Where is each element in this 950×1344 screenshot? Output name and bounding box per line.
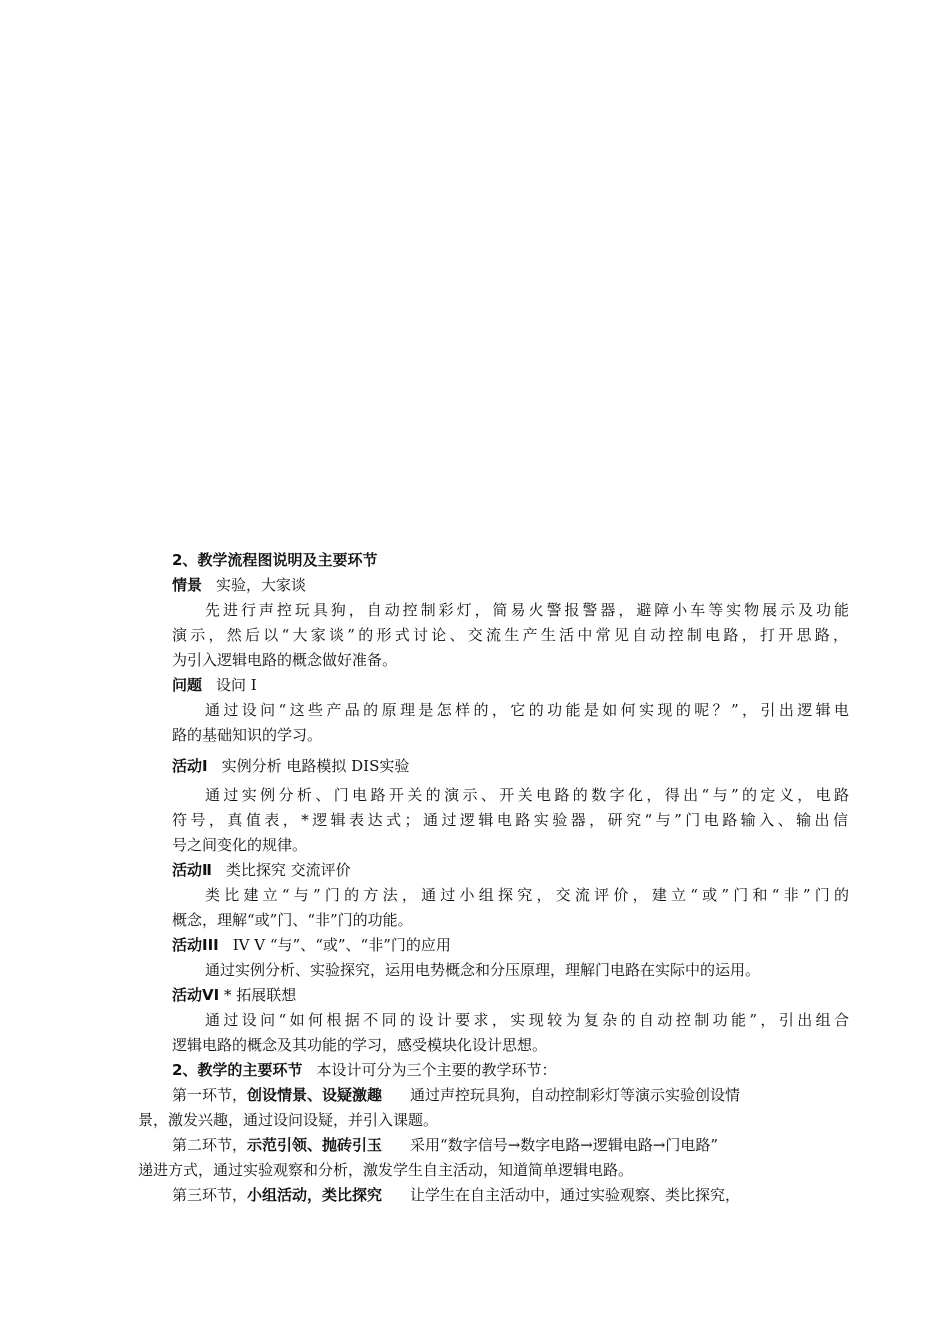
question-title: 设问 I — [216, 676, 257, 694]
activity1-text-1: 通过实例分析、门电路开关的演示、开关电路的数字化，得出“与”的定义，电路 — [205, 786, 849, 804]
step1-title: 创设情景、设疑激趣 — [247, 1086, 383, 1104]
step2-title: 示范引领、抛砖引玉 — [247, 1136, 383, 1154]
question-label: 问题 — [172, 676, 203, 694]
main-steps-intro: 本设计可分为三个主要的教学环节： — [316, 1061, 557, 1079]
activity2-title: 类比探究 交流评价 — [225, 861, 351, 879]
activity2-label: 活动Ⅱ — [172, 861, 212, 879]
scene-text-3: 为引入逻辑电路的概念做好准备。 — [172, 651, 398, 669]
scene-label: 情景 — [172, 576, 203, 594]
step3-prefix: 第三环节， — [172, 1186, 248, 1204]
question-text-1: 通过设问“这些产品的原理是怎样的，它的功能是如何实现的呢？”，引出逻辑电 — [205, 701, 849, 719]
activity1-text-2: 符号，真值表，*逻辑表达式；通过逻辑电路实验器，研究“与”门电路输入、输出信 — [172, 811, 848, 829]
scene-heading — [172, 575, 306, 595]
step3-line — [172, 1185, 740, 1205]
step1-text: 通过声控玩具狗，自动控制彩灯等演示实验创设情 — [410, 1086, 741, 1104]
step1-prefix: 第一环节， — [172, 1086, 248, 1104]
scene-title: 实验，大家谈 — [216, 576, 307, 594]
question-heading — [172, 675, 257, 695]
main-steps-label: 2、教学的主要环节 — [172, 1061, 303, 1079]
step3-title: 小组活动，类比探究 — [247, 1186, 383, 1204]
activity1-heading — [172, 756, 409, 776]
activity3-label: 活动III — [172, 936, 219, 954]
activity2-text-1: 类比建立“与”门的方法，通过小组探究，交流评价，建立“或”门和“非”门的 — [205, 886, 849, 904]
activity1-label: 活动Ⅰ — [172, 757, 208, 775]
activity3-text-1: 通过实例分析、实验探究，运用电势概念和分压原理，理解门电路在实际中的运用。 — [205, 961, 761, 979]
activity6-text-1: 通过设问“如何根据不同的设计要求，实现较为复杂的自动控制功能”，引出组合 — [205, 1011, 849, 1029]
step1-text-cont: 景，激发兴趣，通过设问设疑，并引入课题。 — [138, 1111, 439, 1129]
activity2-heading — [172, 860, 351, 880]
step1-line — [172, 1085, 740, 1105]
step2-prefix: 第二环节， — [172, 1136, 248, 1154]
step2-text-cont: 递进方式，通过实验观察和分析，激发学生自主活动，知道简单逻辑电路。 — [138, 1161, 634, 1179]
activity6-heading — [172, 985, 296, 1005]
section-title: 2、教学流程图说明及主要环节 — [172, 551, 378, 569]
activity3-heading — [172, 935, 451, 955]
activity3-title: IV V “与”、“或”、“非”门的应用 — [232, 936, 451, 954]
step2-text: 采用“数字信号→数字电路→逻辑电路→门电路” — [410, 1136, 719, 1154]
activity1-text-3: 号之间变化的规律。 — [172, 836, 308, 854]
activity6-text-2: 逻辑电路的概念及其功能的学习，感受模块化设计思想。 — [172, 1036, 548, 1054]
activity6-title: * 拓展联想 — [223, 986, 297, 1004]
activity6-label: 活动VI — [172, 986, 220, 1004]
step2-line — [172, 1135, 718, 1155]
scene-text-2: 演示，然后以“大家谈”的形式讨论、交流生产生活中常见自动控制电路，打开思路， — [172, 626, 848, 644]
activity2-text-2: 概念，理解“或”门、“非”门的功能。 — [172, 911, 413, 929]
main-steps-heading — [172, 1060, 556, 1080]
step3-text: 让学生在自主活动中，通过实验观察、类比探究， — [410, 1186, 741, 1204]
question-text-2: 路的基础知识的学习。 — [172, 726, 323, 744]
activity1-title: 实例分析 电路模拟 DIS实验 — [221, 757, 410, 775]
scene-text-1: 先进行声控玩具狗，自动控制彩灯，简易火警报警器，避障小车等实物展示及功能 — [205, 601, 849, 619]
